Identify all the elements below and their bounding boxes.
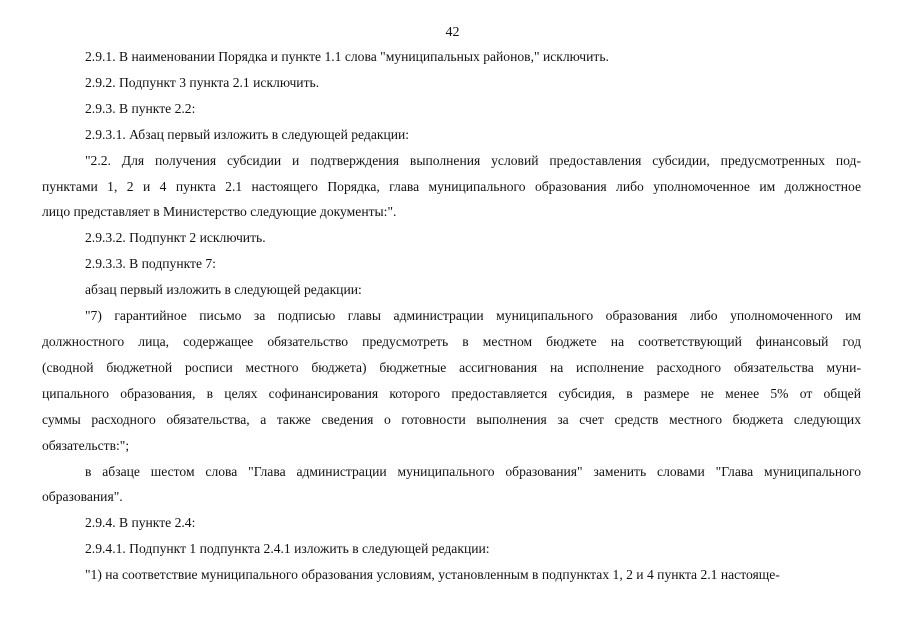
text-line: 2.9.4. В пункте 2.4:: [85, 515, 196, 531]
paragraph: [42, 96, 861, 122]
text-line: 2.9.3. В пункте 2.2:: [85, 100, 196, 116]
paragraph: [42, 536, 861, 562]
paragraph: [42, 148, 861, 226]
text-line: "7) гарантийное письмо за подписью главы администрации муниципального образования либо уполномоченного им: [85, 308, 861, 324]
text-line: в абзаце шестом слова "Глава администрации муниципального образования" заменить словами "Глава муниципального: [85, 463, 861, 479]
page-number: 42: [445, 25, 460, 40]
paragraph: [42, 70, 861, 96]
text-line: образования".: [42, 489, 123, 505]
document-body: [42, 44, 861, 588]
text-line: 2.9.3.1. Абзац первый изложить в следующей редакции:: [85, 126, 410, 142]
text-line: (сводной бюджетной росписи местного бюджета) бюджетные ассигнования на исполнение расходного обязательства муни-: [42, 359, 861, 375]
text-line: пунктами 1, 2 и 4 пункта 2.1 настоящего Порядка, глава муниципального образования либо уполномоченное им должностное: [42, 178, 861, 194]
text-line: должностного лица, содержащее обязательство предусмотреть в местном бюджете на соответствующий финансовый год: [42, 333, 861, 349]
paragraph: [42, 44, 861, 70]
text-line: 2.9.3.3. В подпункте 7:: [85, 256, 216, 272]
text-line: 2.9.4.1. Подпункт 1 подпункта 2.4.1 изложить в следующей редакции:: [85, 541, 490, 557]
text-line: 2.9.2. Подпункт 3 пункта 2.1 исключить.: [85, 74, 320, 90]
paragraph: [42, 277, 861, 303]
paragraph: [42, 303, 861, 458]
text-line: суммы расходного обязательства, а также сведения о готовности выполнения за счет средств местного бюджета следующих: [42, 411, 861, 427]
paragraph: [42, 225, 861, 251]
text-line: "1) на соответствие муниципального образования условиям, установленным в подпунктах 1, 2 и 4 пункта 2.1 настояще-: [85, 567, 780, 583]
text-line: обязательств:";: [42, 437, 130, 453]
paragraph: [42, 459, 861, 511]
paragraph: [42, 251, 861, 277]
paragraph: [42, 122, 861, 148]
text-line: 2.9.3.2. Подпункт 2 исключить.: [85, 230, 266, 246]
text-line: ципального образования, в целях софинансирования которого предоставляется субсидия, в размере не менее 5% от общей: [42, 385, 861, 401]
text-line: абзац первый изложить в следующей редакции:: [85, 282, 362, 298]
paragraph: [42, 510, 861, 536]
paragraph: [42, 562, 861, 588]
text-line: "2.2. Для получения субсидии и подтверждения выполнения условий предоставления субсидии, предусмотренных под-: [85, 152, 861, 168]
text-line: 2.9.1. В наименовании Порядка и пункте 1.1 слова "муниципальных районов," исключить.: [85, 49, 609, 64]
text-line: лицо представляет в Министерство следующие документы:".: [42, 204, 397, 220]
